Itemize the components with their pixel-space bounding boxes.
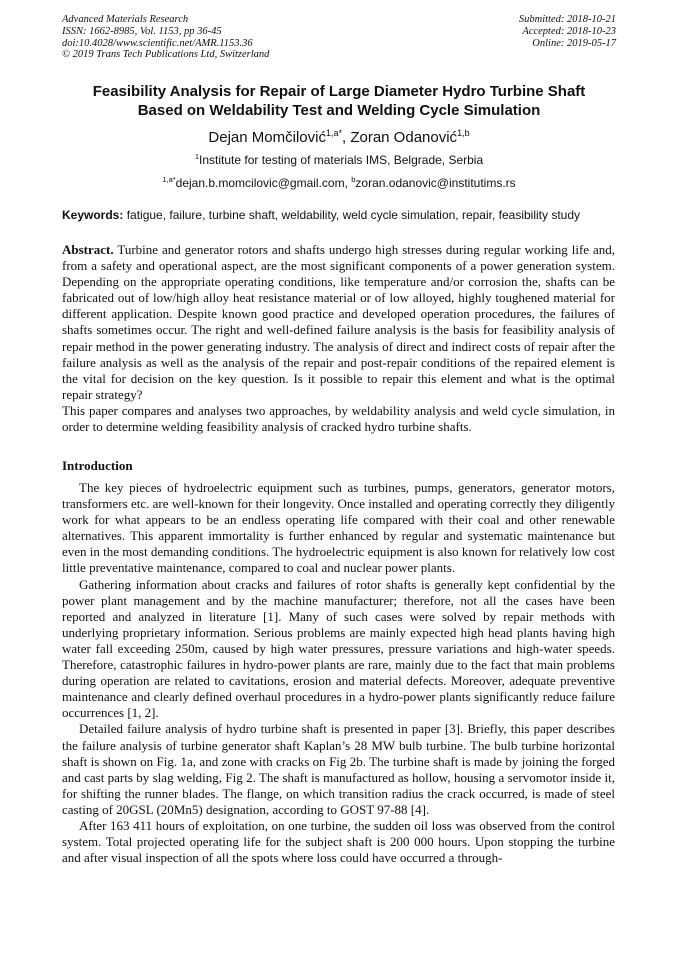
abstract-label: Abstract. (62, 242, 114, 257)
email-2[interactable]: zoran.odanovic@institutims.rs (355, 176, 516, 190)
abstract-paragraph-2: This paper compares and analyses two approaches, by weldability analysis and weld cycle simulation, in order to determine welding feasibility analysis of cracked hydro turbine shafts. (62, 402, 615, 435)
affiliation-text: Institute for testing of materials IMS, Belgrade, Serbia (199, 153, 484, 167)
author-emails (40, 173, 638, 190)
author-2-affil: 1,b (457, 128, 470, 138)
author-2: Zoran Odanović (350, 129, 458, 146)
author-list (40, 124, 638, 147)
keywords-label: Keywords: (62, 208, 124, 222)
affiliation (40, 150, 638, 167)
submitted-date: Submitted: 2018-10-21 (518, 14, 616, 25)
title-line-1: Feasibility Analysis for Repair of Large Diameter Hydro Turbine Shaft (92, 83, 586, 100)
journal-header-left (62, 14, 269, 61)
author-1: Dejan Momčilović (208, 129, 326, 146)
accepted-date: Accepted: 2018-10-23 (522, 25, 616, 37)
journal-header-right (519, 14, 616, 49)
online-date: Online: 2019-05-17 (532, 37, 616, 49)
intro-paragraph-3: Detailed failure analysis of hydro turbine shaft is presented in paper [3]. Briefly, this paper describes the failure analysis of turbine generator shaft Kaplan’s 28 MW bulb turbine. The bulb turbine horizontal shaft is shown on Fig. 1a, and zone with cracks on Fig 2b. The turbine shaft is made by joining the forged and cast parts by slag welding, Fig 2. The shaft is manufactured as hollow, housing a servomotor inside it, for shifting the runner blades. The flange, on which transition radius the crack occurred, is made of steel casting of 20GSL (20Mn5) designation, according to GOST 97-88 [4]. (62, 721, 615, 817)
introduction-section (62, 480, 615, 866)
email-separator: , (344, 176, 352, 190)
email-1[interactable]: dejan.b.momcilovic@gmail.com (175, 176, 345, 190)
abstract-paragraph-1 (62, 242, 615, 403)
email-2-marker: b (351, 175, 356, 184)
paper-title (40, 82, 638, 120)
intro-paragraph-4: After 163 411 hours of exploitation, on one turbine, the sudden oil loss was observed from the control system. Total projected operating life for the subject shaft is 200 000 hours. Upon stopping the turbine and after visual inspection of all the spots where loss could have occurred a through- (62, 817, 615, 866)
copyright-line: © 2019 Trans Tech Publications Ltd, Switzerland (62, 49, 270, 61)
keywords-line (62, 208, 622, 222)
introduction-heading: Introduction (62, 458, 133, 473)
issn-line: ISSN: 1662-8985, Vol. 1153, pp 36-45 (62, 25, 222, 37)
journal-name: Advanced Materials Research (62, 14, 189, 25)
abstract-section (62, 242, 615, 435)
email-1-marker: 1,a* (162, 175, 176, 184)
intro-paragraph-1: The key pieces of hydroelectric equipment such as turbines, pumps, generators, generator motors, transformers etc. are well-known for their longevity. Once installed and operating correctly they diligently work for what appears to be an endless operating life compared with their coal and other renewable alternatives. This apparent immortality is further enhanced by regular and systematic maintenance but even in the most demanding conditions. The hydroelectric equipment is also known for relatively low cost little preventative maintenance, compared to coal and nuclear power plants. (62, 480, 615, 576)
keywords-text: fatigue, failure, turbine shaft, weldability, weld cycle simulation, repair, feasibility study (123, 208, 581, 222)
abstract-text-1: Turbine and generator rotors and shafts undergo high stresses during regular working life and, from a safety and operational aspect, are the most significant components of a power generation system. Depending on the appropriate operating conditions, like temperature and/or corrosion the, shafts can be fabricated out of low/high alloy heat resistance material or of low alloyed, highly toughened material for different application. Despite known good practice and developed operation procedures, the failures of shafts sometimes occur. The right and well-defined failure analysis is the basis for feasibility analysis of repair method in the power generating industry. The analysis of direct and indirect costs of repair after the failure analysis as well as the analysis of the repair and post-repair conditions of the repaired element is the vital for decision on the key question. Is it possible to repair this element and what is the optimal repair strategy? (62, 242, 615, 402)
author-1-affil: 1,a* (325, 128, 342, 138)
author-separator: , (341, 129, 351, 146)
title-line-2: Based on Weldability Test and Welding Cycle Simulation (137, 102, 541, 119)
intro-paragraph-2: Gathering information about cracks and failures of rotor shafts is generally kept confidential by the power plant management and by the machine manufacturer; therefore, not all the cases have been reported and analyzed in literature [1]. Many of such cases were solved by repair methods with underlying proprietary information. Serious problems are mainly expected high head plants having high water fall exceeding 250m, caused by high water pressures, pressure variations and high-water speeds. Therefore, catastrophic failures in hydro-power plants are rare, mainly due to the fact that main problems during operation are related to cavitations, erosion and material defects. Moreover, adequate preventive maintenance and clearly defined overhaul procedures in a hydro-power plants significantly reduce failure occurrences [1, 2]. (62, 576, 615, 721)
doi-line: doi:10.4028/www.scientific.net/AMR.1153.36 (62, 37, 253, 49)
affiliation-marker: 1 (194, 152, 200, 161)
